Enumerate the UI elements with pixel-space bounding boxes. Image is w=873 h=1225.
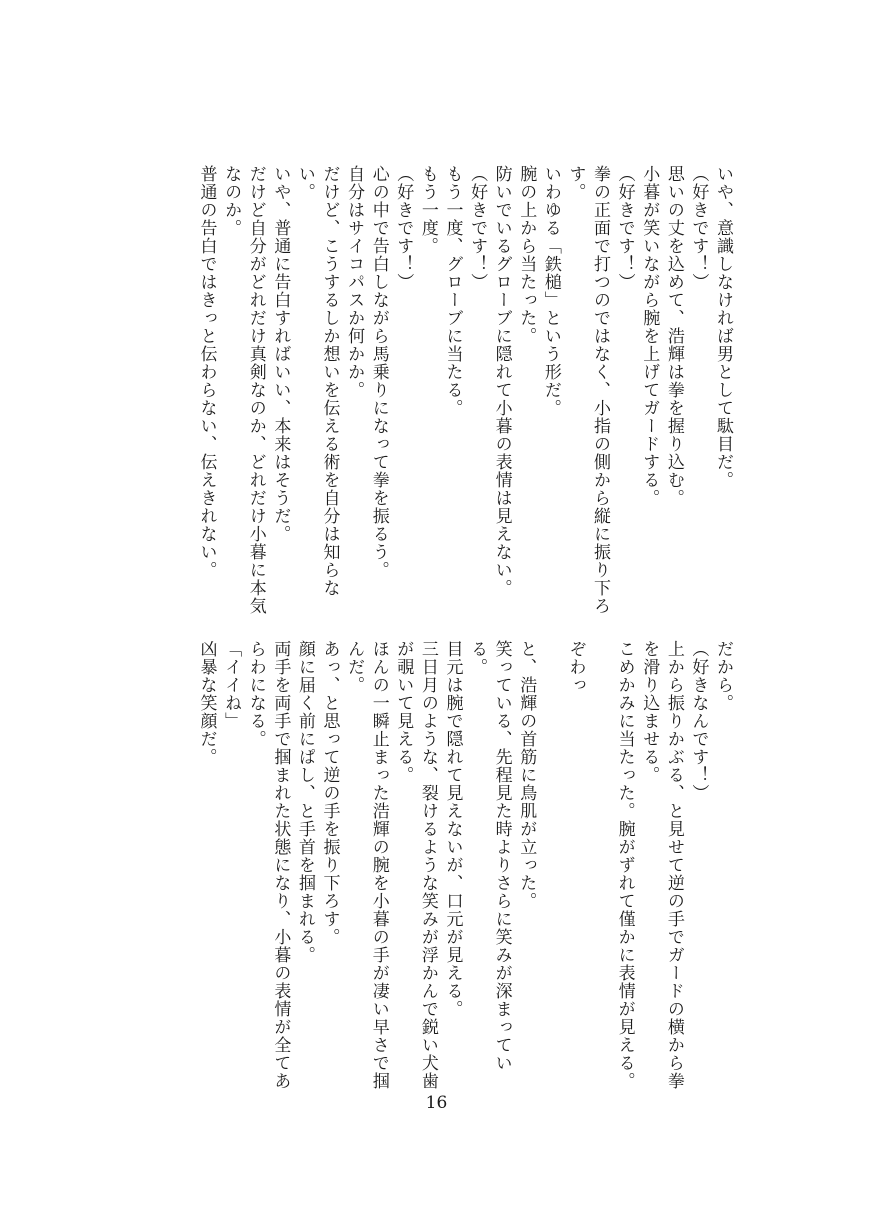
text-line: 小暮が笑いながら腕を上げてガードする。: [639, 165, 660, 507]
text-line: 笑っている、先程見た時よりさらに笑みが深まってい: [491, 640, 512, 1072]
text-line: [538, 640, 563, 1080]
text-line: 凶暴な笑顔だ。: [196, 640, 217, 766]
text-line: [587, 640, 612, 1080]
text-line: 三日月のような、裂けるような笑みが浮かんで鋭い犬歯: [417, 640, 438, 1090]
text-line: 心の中で告白しながら馬乗りになって拳を振るう。: [368, 165, 389, 579]
text-line: だけど自分がどれだけ真剣なのか、どれだけ小暮に本気: [245, 165, 266, 615]
text-line: （好きです！）: [467, 165, 488, 291]
text-line: す。: [565, 165, 586, 201]
text-line: い。: [294, 165, 315, 201]
text-line: 腕の上から当たった。: [516, 165, 537, 345]
text-line: （好きです！）: [393, 165, 414, 291]
text-line: と、浩輝の首筋に鳥肌が立った。: [516, 640, 537, 910]
text-line: いや、意識しなければ男として駄目だ。: [713, 165, 733, 489]
text-line: 普通の告白ではきっと伝わらない、伝えきれない。: [196, 165, 217, 579]
text-line: が覗いて見える。: [393, 640, 414, 784]
text-line: もう一度。: [417, 165, 438, 255]
text-line: 「イイね」: [221, 640, 242, 730]
text-line: らわになる。: [245, 640, 266, 748]
text-line: 両手を両手で掴まれた状態になり、小暮の表情が全てあ: [270, 640, 291, 1090]
text-line: （好きなんです！）: [688, 640, 709, 802]
text-line: あっ、と思って逆の手を振り下ろす。: [319, 640, 340, 946]
text-line: なのか。: [221, 165, 242, 237]
text-line: ほんの一瞬止まった浩輝の腕を小暮の手が凄い早さで掴: [368, 640, 389, 1090]
text-line: 上から振りかぶる、と見せて逆の手でガードの横から拳: [663, 640, 684, 1090]
text-line: 思いの丈を込めて、浩輝は拳を握り込む。: [663, 165, 684, 507]
text-block-bottom: [194, 640, 735, 1090]
text-line: いや、普通に告白すればいい、本来はそうだ。: [270, 165, 291, 543]
page-number: 16: [425, 1093, 448, 1113]
text-line: 拳の正面で打つのではなく、小指の側から縦に振り下ろ: [590, 165, 611, 615]
text-line: いわゆる「鉄槌」という形だ。: [540, 165, 561, 417]
text-line: を滑り込ませる。: [639, 640, 660, 784]
text-line: （好きです！）: [688, 165, 709, 291]
text-line: もう一度、グローブに当たる。: [442, 165, 463, 417]
text-line: 防いでいるグローブに隠れて小暮の表情は見えない。: [491, 165, 512, 597]
text-line: だけど、こうするしか想いを伝える術を自分は知らな: [319, 165, 340, 597]
text-line: （好きです！）: [614, 165, 635, 291]
text-line: る。: [467, 640, 488, 676]
text-line: こめかみに当たった。腕がずれて僅かに表情が見える。: [614, 640, 635, 1090]
text-block-top: [194, 165, 735, 615]
text-line: 顔に届く前にぱし、と手首を掴まれる。: [294, 640, 315, 964]
text-line: ぞわっ: [565, 640, 586, 694]
text-line: 自分はサイコパスか何かか。: [344, 165, 365, 399]
text-line: 目元は腕で隠れて見えないが、口元が見える。: [442, 640, 463, 1018]
text-line: んだ。: [344, 640, 365, 694]
text-line: だから。: [713, 640, 733, 712]
